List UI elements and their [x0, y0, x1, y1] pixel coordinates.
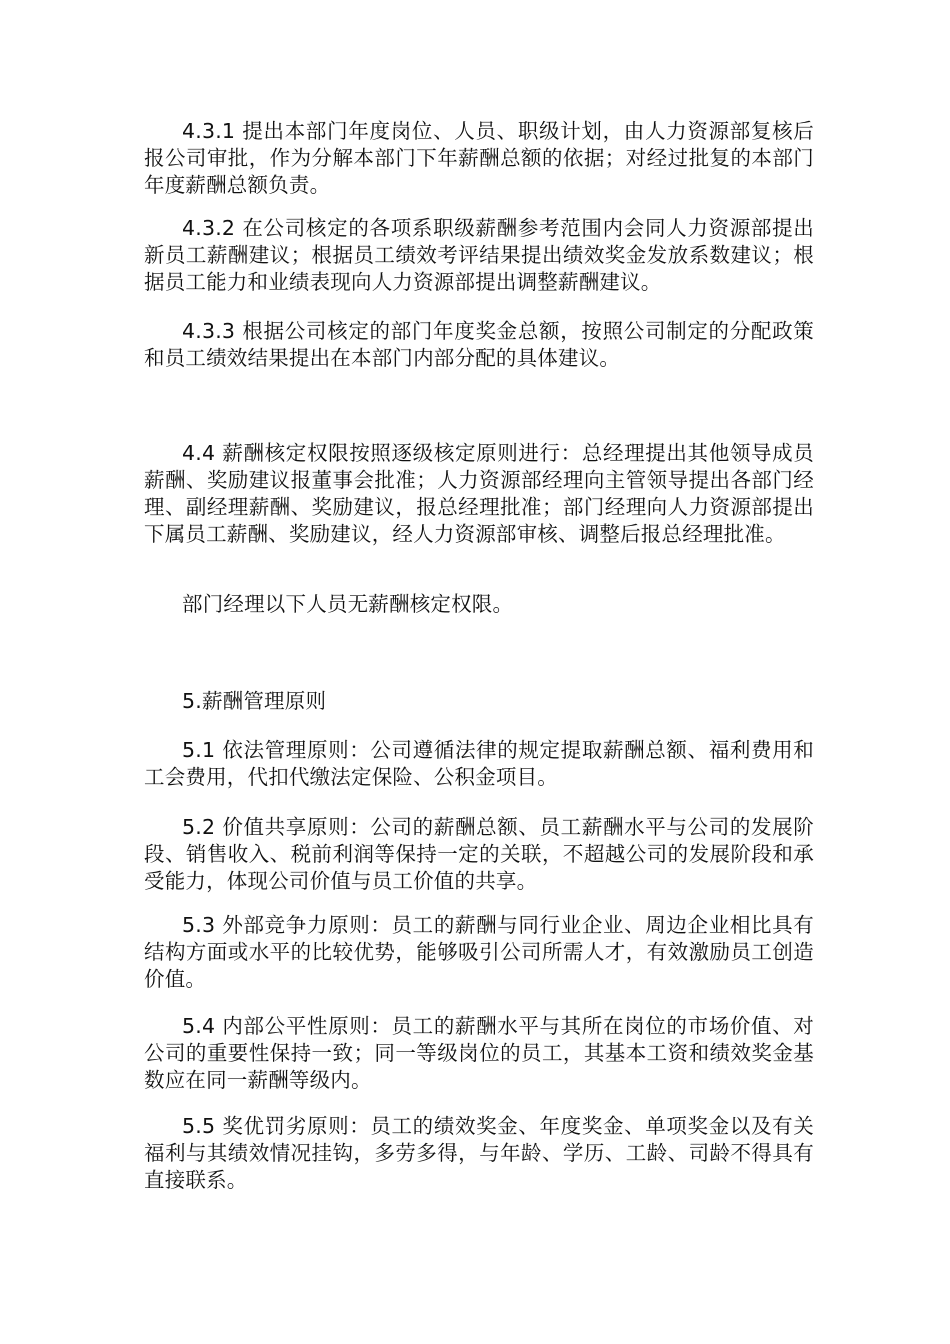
paragraph-5-5: 5.5 奖优罚劣原则：员工的绩效奖金、年度奖金、单项奖金以及有关福利与其绩效情况挂钩，多劳多得，与年龄、学历、工龄、司龄不得具有直接联系。	[144, 1114, 814, 1192]
section-heading-5: 5.薪酬管理原则	[182, 689, 327, 713]
paragraph-4-3-3: 4.3.3 根据公司核定的部门年度奖金总额，按照公司制定的分配政策和员工绩效结果提出在本部门内部分配的具体建议。	[144, 319, 814, 370]
paragraph-no-authority: 部门经理以下人员无薪酬核定权限。	[182, 592, 514, 616]
paragraph-4-4: 4.4 薪酬核定权限按照逐级核定原则进行：总经理提出其他领导成员薪酬、奖励建议报董事会批准；人力资源部经理向主管领导提出各部门经理、副经理薪酬、奖励建议，报总经理批准；部门经理向人力资源部提出下属员工薪酬、奖励建议，经人力资源部审核、调整后报总经理批准。	[144, 441, 814, 546]
paragraph-5-3: 5.3 外部竞争力原则：员工的薪酬与同行业企业、周边企业相比具有结构方面或水平的比较优势，能够吸引公司所需人才，有效激励员工创造价值。	[144, 913, 814, 991]
paragraph-5-1: 5.1 依法管理原则：公司遵循法律的规定提取薪酬总额、福利费用和工会费用，代扣代缴法定保险、公积金项目。	[144, 738, 814, 789]
paragraph-5-4: 5.4 内部公平性原则：员工的薪酬水平与其所在岗位的市场价值、对公司的重要性保持一致；同一等级岗位的员工，其基本工资和绩效奖金基数应在同一薪酬等级内。	[144, 1014, 814, 1092]
paragraph-4-3-2: 4.3.2 在公司核定的各项系职级薪酬参考范围内会同人力资源部提出新员工薪酬建议；根据员工绩效考评结果提出绩效奖金发放系数建议；根据员工能力和业绩表现向人力资源部提出调整薪酬建议。	[144, 216, 814, 294]
paragraph-5-2: 5.2 价值共享原则：公司的薪酬总额、员工薪酬水平与公司的发展阶段、销售收入、税前利润等保持一定的关联，不超越公司的发展阶段和承受能力，体现公司价值与员工价值的共享。	[144, 815, 814, 893]
paragraph-4-3-1: 4.3.1 提出本部门年度岗位、人员、职级计划，由人力资源部复核后报公司审批，作为分解本部门下年薪酬总额的依据；对经过批复的本部门年度薪酬总额负责。	[144, 119, 814, 197]
